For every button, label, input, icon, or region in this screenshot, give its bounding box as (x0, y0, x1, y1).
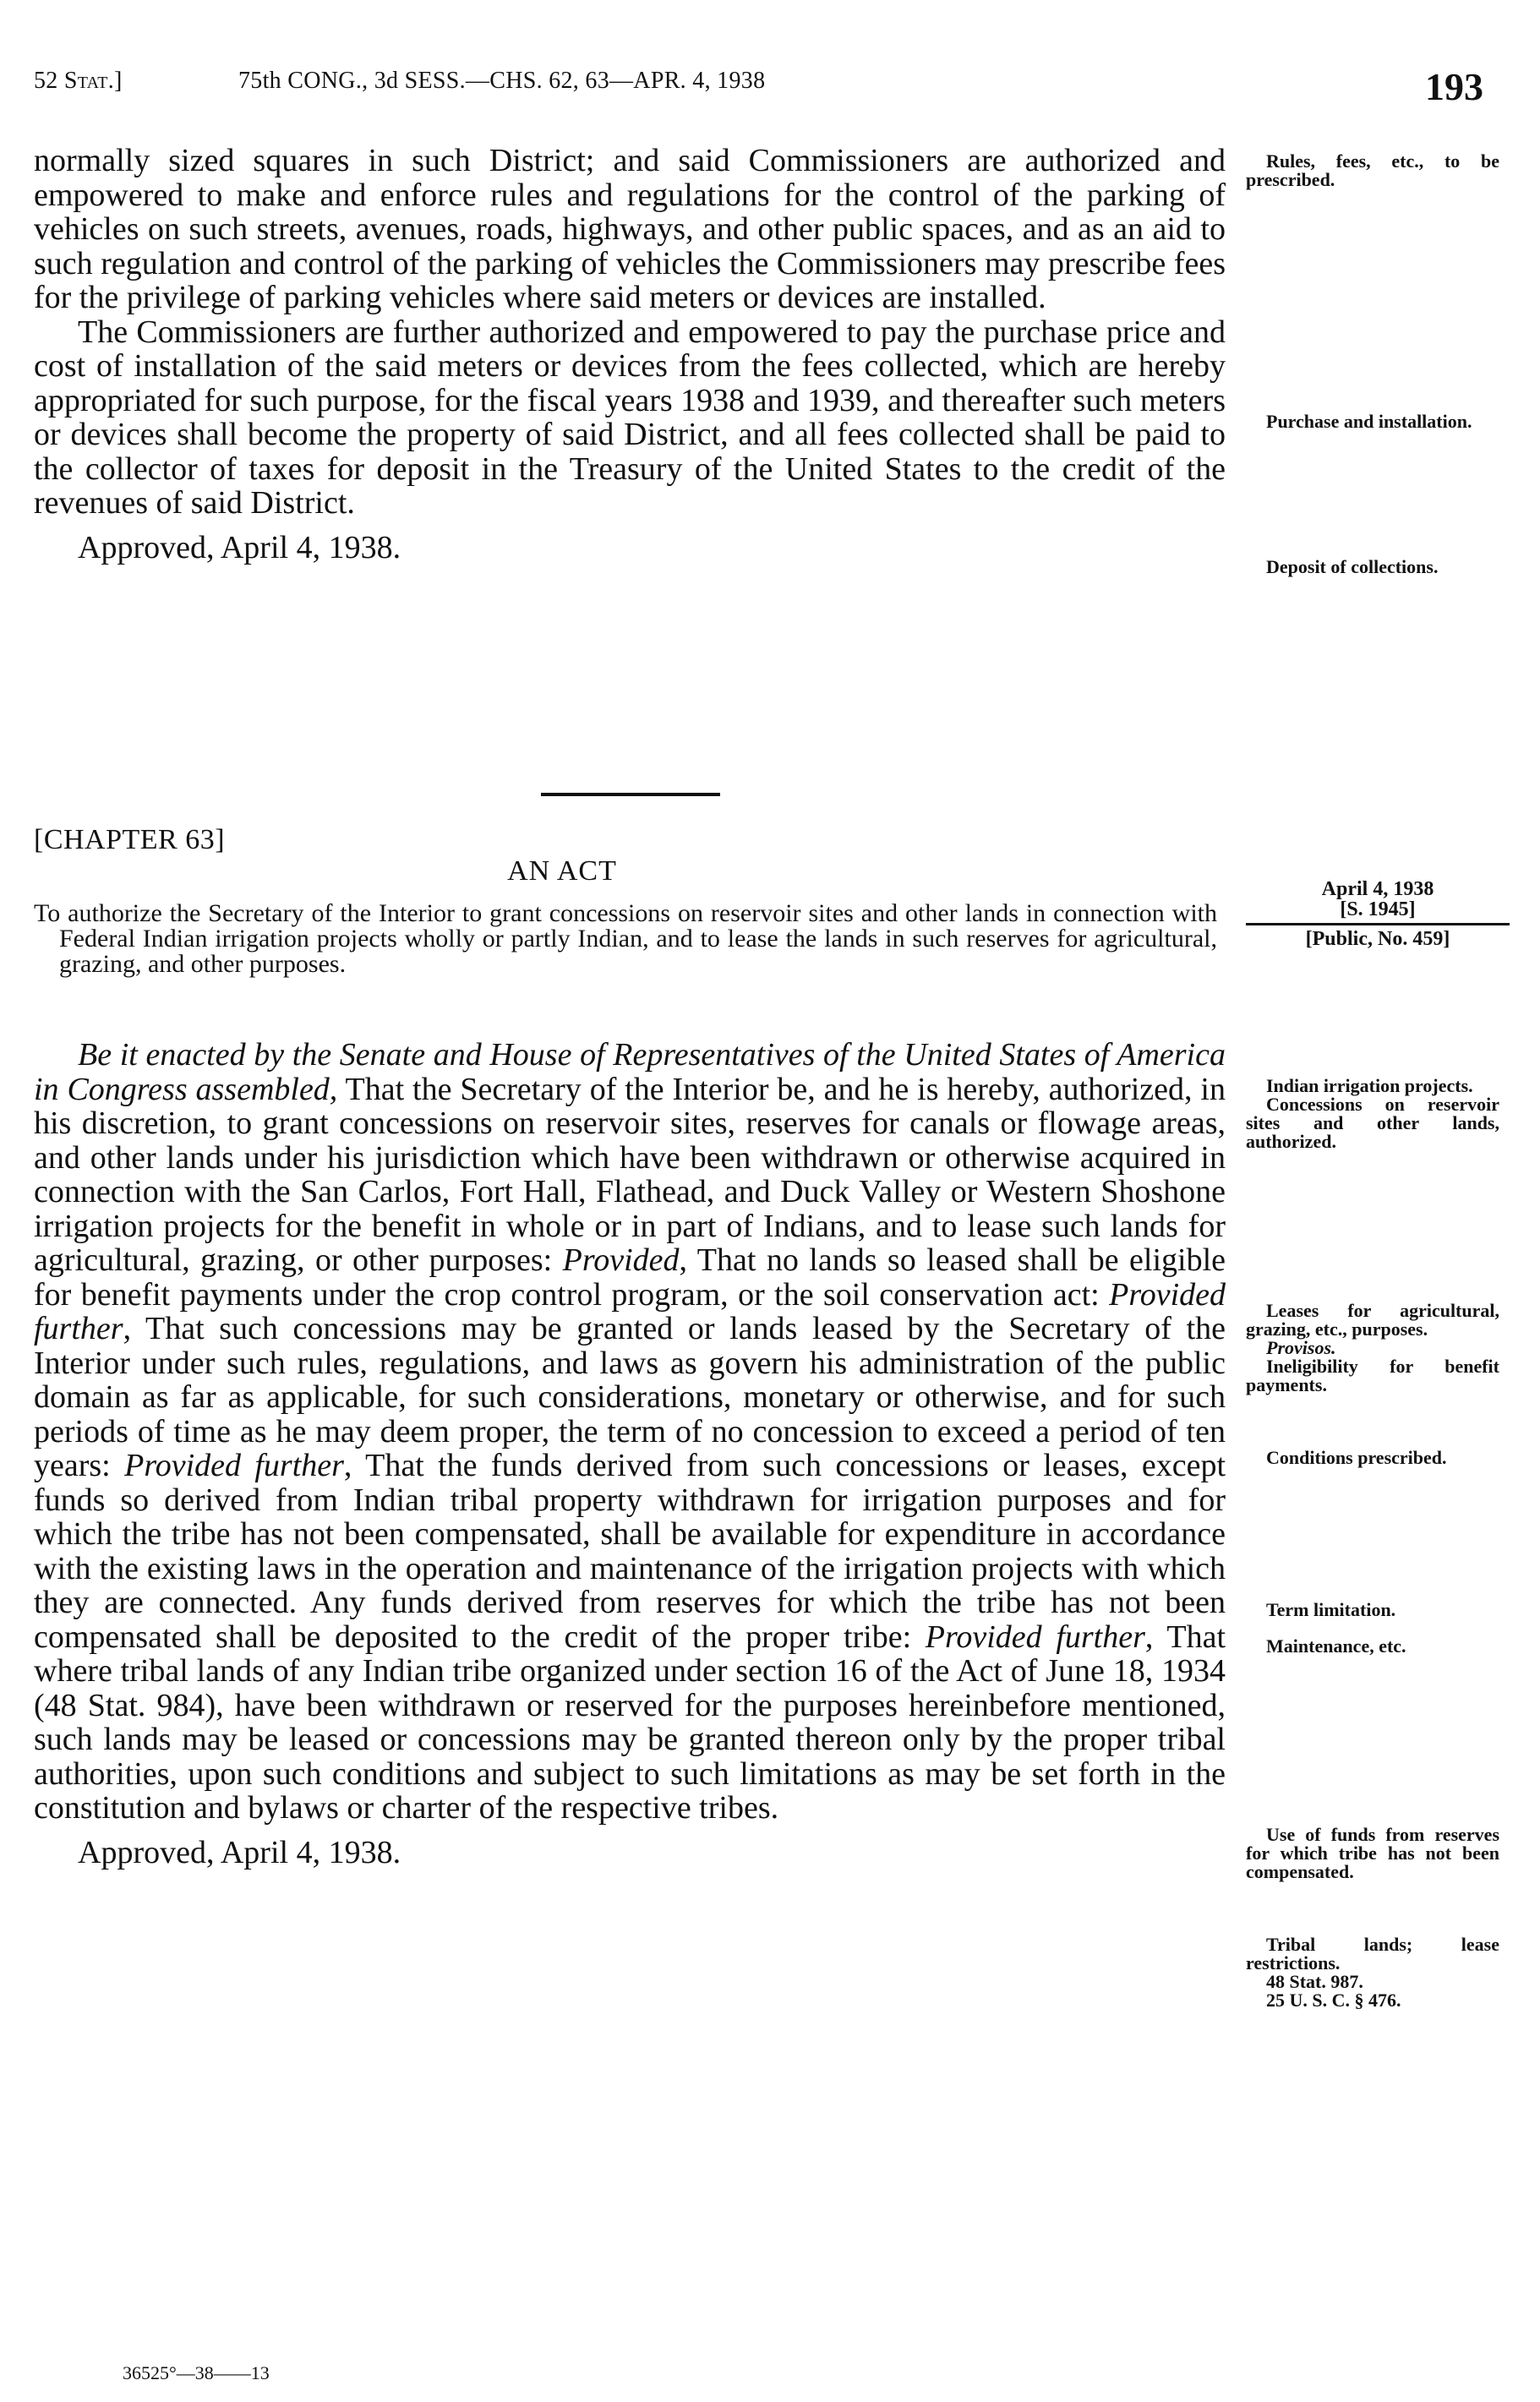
enacting-clause: Be it enacted by the Senate and House of Representatives of the United States of America in Congress assembled, (34, 1037, 1226, 1107)
margin-note-maintenance: Maintenance, etc. (1266, 1635, 1406, 1657)
print-code: 36525°—38——13 (123, 2362, 270, 2383)
paragraph: normally sized squares in such District; and said Commissioners are authorized and empowered to make and enforce rules and regulations for the control of the parking of vehicles on such streets, avenues, roads, highways, and other public spaces, and as an aid to such regulation and control of the parking of vehicles the Commissioners may prescribe fees for the privilege of parking vehicles where said meters or devices are installed. (34, 143, 1226, 315)
act-date: April 4, 1938 (1321, 878, 1434, 900)
margin-note-conditions: Conditions prescribed. (1266, 1447, 1447, 1468)
act-heading: AN ACT (507, 855, 617, 887)
act-purpose: To authorize the Secretary of the Interior to grant concessions on reservoir sites and other lands in connection with Federal Indian irrigation projects wholly or partly Indian, and to lease the lands in such reserves for agricultural, grazing, and other purposes. (34, 899, 1217, 978)
public-law-number: [Public, No. 459] (1305, 928, 1450, 950)
metadata-rule (1246, 923, 1510, 925)
margin-note-indian-irrigation: Indian irrigation projects. Concessions on reservoir sites and other lands, authorized. (1246, 1075, 1499, 1152)
running-head-title: 75th CONG., 3d SESS.—CHS. 62, 63—APR. 4, 1938 (238, 68, 766, 94)
statute-volume: 52 Stat.] (34, 68, 123, 94)
margin-note-leases: Leases for agricultural, grazing, etc., purposes. Provisos. Ineligibility for benefit payments. (1246, 1300, 1499, 1395)
chapter-63-text (34, 1038, 1226, 1870)
page-number: 193 (1425, 65, 1483, 108)
paragraph: The Commissioners are further authorized and empowered to pay the purchase price and cost of installation of the said meters or devices from the fees collected, which are hereby appropriated for such purpose, for the fiscal years 1938 and 1939, and thereafter such meters or devices shall become the property of said District, and all fees collected shall be paid to the collector of taxes for deposit in the Treasury of the United States to the credit of the revenues of said District. (34, 314, 1226, 521)
enacting-paragraph: Be it enacted by the Senate and House of Representatives of the United States of America in Congress assembled, That the Secretary of the Interior be, and he is hereby, authorized, in his discretion, to grant concessions on reservoir sites, reserves for canals or flowage areas, and other lands under his jurisdiction which have been withdrawn or otherwise acquired in connection with the San Carlos, Fort Hall, Flathead, and Duck Valley or Western Shoshone irrigation projects for the benefit in whole or in part of Indians, and to lease such lands for agricultural, grazing, or other purposes: Provided, That no lands so leased shall be eligible for benefit payments under the crop control program, or the soil conservation act: Provided further, That such concessions may be granted or lands leased by the Secretary of the Interior under such rules, regulations, and laws as govern his administration of the public domain as far as applicable, for such considerations, monetary or otherwise, and for such periods of time as he may deem proper, the term of no concession to exceed a period of ten years: Provided further, That the funds derived from such concessions or leases, except funds so derived from Indian tribal property withdrawn for irrigation purposes and for which the tribe has not been compensated, shall be available for expenditure in accordance with the existing laws in the operation and maintenance of the irrigation projects with which they are connected. Any funds derived from reserves for which the tribe has not been compensated shall be deposited to the credit of the proper tribe: Provided further, That where tribal lands of any Indian tribe organized under section 16 of the Act of June 18, 1934 (48 Stat. 984), have been withdrawn or reserved for the purposes hereinbefore mentioned, such lands may be leased or concessions may be granted thereon only by the proper tribal authorities, upon such conditions and subject to such limitations as may be set forth in the constitution and bylaws or charter of the respective tribes. (34, 1037, 1226, 1826)
chapter-label: [CHAPTER 63] (34, 824, 226, 855)
margin-note-deposit: Deposit of collections. (1266, 556, 1439, 577)
approval-line: Approved, April 4, 1938. (78, 1834, 401, 1870)
margin-note-use-of-funds: Use of funds from reserves for which tribe has not been compensated. (1246, 1824, 1499, 1882)
chapter-62-text (34, 144, 1226, 565)
margin-note-rules-fees: Rules, fees, etc., to be prescribed. (1246, 150, 1499, 190)
margin-note-term: Term limitation. (1266, 1599, 1396, 1620)
chapter-divider (541, 793, 720, 796)
margin-note-purchase: Purchase and installation. (1266, 411, 1472, 432)
approval-line: Approved, April 4, 1938. (78, 529, 401, 565)
act-metadata (1242, 879, 1513, 949)
bill-number: [S. 1945] (1340, 898, 1416, 920)
margin-note-tribal-lands: Tribal lands; lease restrictions. 48 Stat. 987. 25 U. S. C. § 476. (1246, 1934, 1499, 2011)
